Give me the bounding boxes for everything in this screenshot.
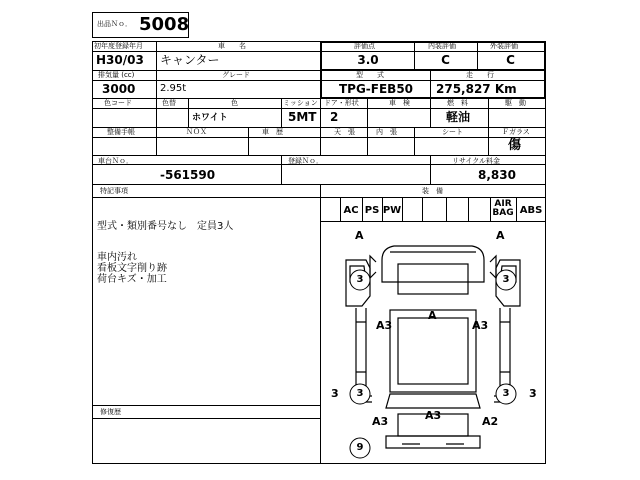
rule bbox=[468, 197, 469, 222]
interior-grade: C bbox=[441, 53, 450, 67]
rule bbox=[92, 184, 546, 185]
fuel-label: 燃 料 bbox=[447, 99, 468, 107]
evaluation-score: 3.0 bbox=[357, 53, 379, 67]
chassis-number: -561590 bbox=[160, 168, 216, 182]
rule bbox=[488, 127, 489, 156]
note-line: 車内汚れ bbox=[97, 252, 137, 263]
score-label: 評価点 bbox=[354, 42, 375, 50]
grade-label: グレード bbox=[222, 71, 250, 79]
grade: 2.95t bbox=[160, 83, 187, 94]
rule bbox=[430, 155, 431, 185]
color: ホワイト bbox=[192, 113, 228, 123]
mileage: 275,827 Km bbox=[436, 82, 517, 96]
damage-rear-center: A3 bbox=[425, 409, 442, 422]
doors: 2 bbox=[330, 110, 339, 124]
rule bbox=[320, 127, 321, 156]
recycle-fee: 8,830 bbox=[478, 168, 516, 182]
rule bbox=[367, 127, 368, 156]
damage-left-door: 3 bbox=[356, 274, 364, 285]
headliner-label: 天 張 bbox=[334, 128, 355, 136]
interior-label: 内装評価 bbox=[428, 42, 456, 50]
equip-ac: AC bbox=[343, 205, 359, 216]
rule bbox=[188, 98, 189, 128]
notes-text bbox=[97, 221, 317, 285]
rule bbox=[320, 98, 321, 128]
rule bbox=[488, 98, 489, 128]
mission: 5MT bbox=[288, 110, 317, 124]
equip-airbag: AIR BAG bbox=[492, 199, 514, 218]
rule bbox=[248, 127, 249, 156]
damage-bottom-right: A2 bbox=[482, 415, 499, 428]
rule bbox=[281, 155, 282, 185]
model-label: 型 式 bbox=[356, 71, 384, 79]
manual-label: 整備手帳 bbox=[107, 128, 135, 136]
rule bbox=[92, 137, 546, 138]
rule bbox=[92, 108, 546, 109]
rule bbox=[156, 127, 157, 156]
rule bbox=[446, 197, 447, 222]
damage-rear-right-outer: 3 bbox=[529, 387, 537, 400]
damage-rear-left: 3 bbox=[356, 388, 364, 399]
damage-rear-left-outer: 3 bbox=[331, 387, 339, 400]
rule bbox=[92, 155, 546, 156]
note-line: 看板文字削り跡 bbox=[97, 263, 167, 274]
name-label: 車 名 bbox=[218, 42, 246, 50]
exterior-label: 外装評価 bbox=[490, 42, 518, 50]
door-label: ドア・形状 bbox=[324, 99, 359, 107]
rule bbox=[430, 70, 431, 99]
rule bbox=[367, 98, 368, 128]
truck-diagram bbox=[320, 222, 546, 464]
note-line: 型式・類別番号なし 定員3人 bbox=[97, 221, 234, 232]
car-name: キャンター bbox=[160, 53, 220, 67]
mission-label: ミッション bbox=[283, 99, 318, 107]
rule bbox=[430, 98, 431, 128]
drive-label: 駆 動 bbox=[505, 99, 526, 107]
color-label: 色 bbox=[231, 99, 238, 107]
color-code-label: 色コード bbox=[104, 99, 132, 107]
mileage-label: 走 行 bbox=[466, 71, 494, 79]
damage-front-left: A bbox=[355, 229, 364, 242]
rule bbox=[422, 197, 423, 222]
repair-history-label: 修復歴 bbox=[100, 408, 121, 416]
damage-rear-right: 3 bbox=[502, 388, 510, 399]
rule bbox=[156, 98, 157, 128]
history-label: 車 歴 bbox=[262, 128, 283, 136]
exterior-grade: C bbox=[506, 53, 515, 67]
damage-right-door: 3 bbox=[502, 274, 510, 285]
damage-right-side: A3 bbox=[472, 319, 489, 332]
note-line: 荷台キズ・加工 bbox=[97, 274, 167, 285]
windshield-status: 傷 bbox=[508, 138, 522, 153]
model-code: TPG-FEB50 bbox=[338, 82, 414, 96]
lot-number: 5008 bbox=[139, 14, 190, 35]
registration-no-label: 登録Ｎｏ． bbox=[288, 157, 323, 165]
displacement: 3000 bbox=[102, 82, 136, 96]
damage-left-side: A3 bbox=[376, 319, 393, 332]
rule bbox=[156, 70, 157, 99]
windshield-label: Ｆガラス bbox=[502, 128, 530, 136]
repaint-label: 色替 bbox=[162, 99, 176, 107]
notes-label: 特記事項 bbox=[100, 187, 128, 195]
first-registration: H30/03 bbox=[96, 53, 144, 67]
displacement-label: 排気量 (cc) bbox=[98, 71, 135, 79]
rule bbox=[92, 405, 320, 406]
equip-abs: ABS bbox=[519, 205, 543, 216]
interior-trim-label: 内 張 bbox=[376, 128, 397, 136]
rule bbox=[92, 418, 320, 419]
lot-number-box bbox=[92, 12, 189, 38]
fuel: 軽油 bbox=[446, 110, 471, 124]
recycle-label: リサイクル料金 bbox=[452, 157, 501, 165]
nox-label: ＮＯＸ bbox=[186, 128, 207, 136]
damage-center: A bbox=[428, 309, 437, 322]
equipment-label: 装 備 bbox=[422, 187, 443, 195]
equip-ps: PS bbox=[364, 205, 380, 216]
lot-number-label: 出品Ｎｏ． bbox=[97, 20, 132, 28]
damage-bottom-circle: 9 bbox=[356, 442, 364, 453]
rule bbox=[281, 98, 282, 128]
damage-front-right: A bbox=[496, 229, 505, 242]
chassis-label: 車台Ｎｏ． bbox=[98, 157, 133, 165]
seat-label: シート bbox=[442, 128, 463, 136]
damage-bottom-left: A3 bbox=[372, 415, 389, 428]
inspection-label: 車 検 bbox=[389, 99, 410, 107]
rule bbox=[92, 127, 546, 128]
equip-pw: PW bbox=[382, 205, 402, 216]
year-label: 初年度登録年月 bbox=[94, 42, 143, 50]
rule bbox=[402, 197, 403, 222]
rule bbox=[414, 127, 415, 156]
rule bbox=[156, 41, 157, 71]
